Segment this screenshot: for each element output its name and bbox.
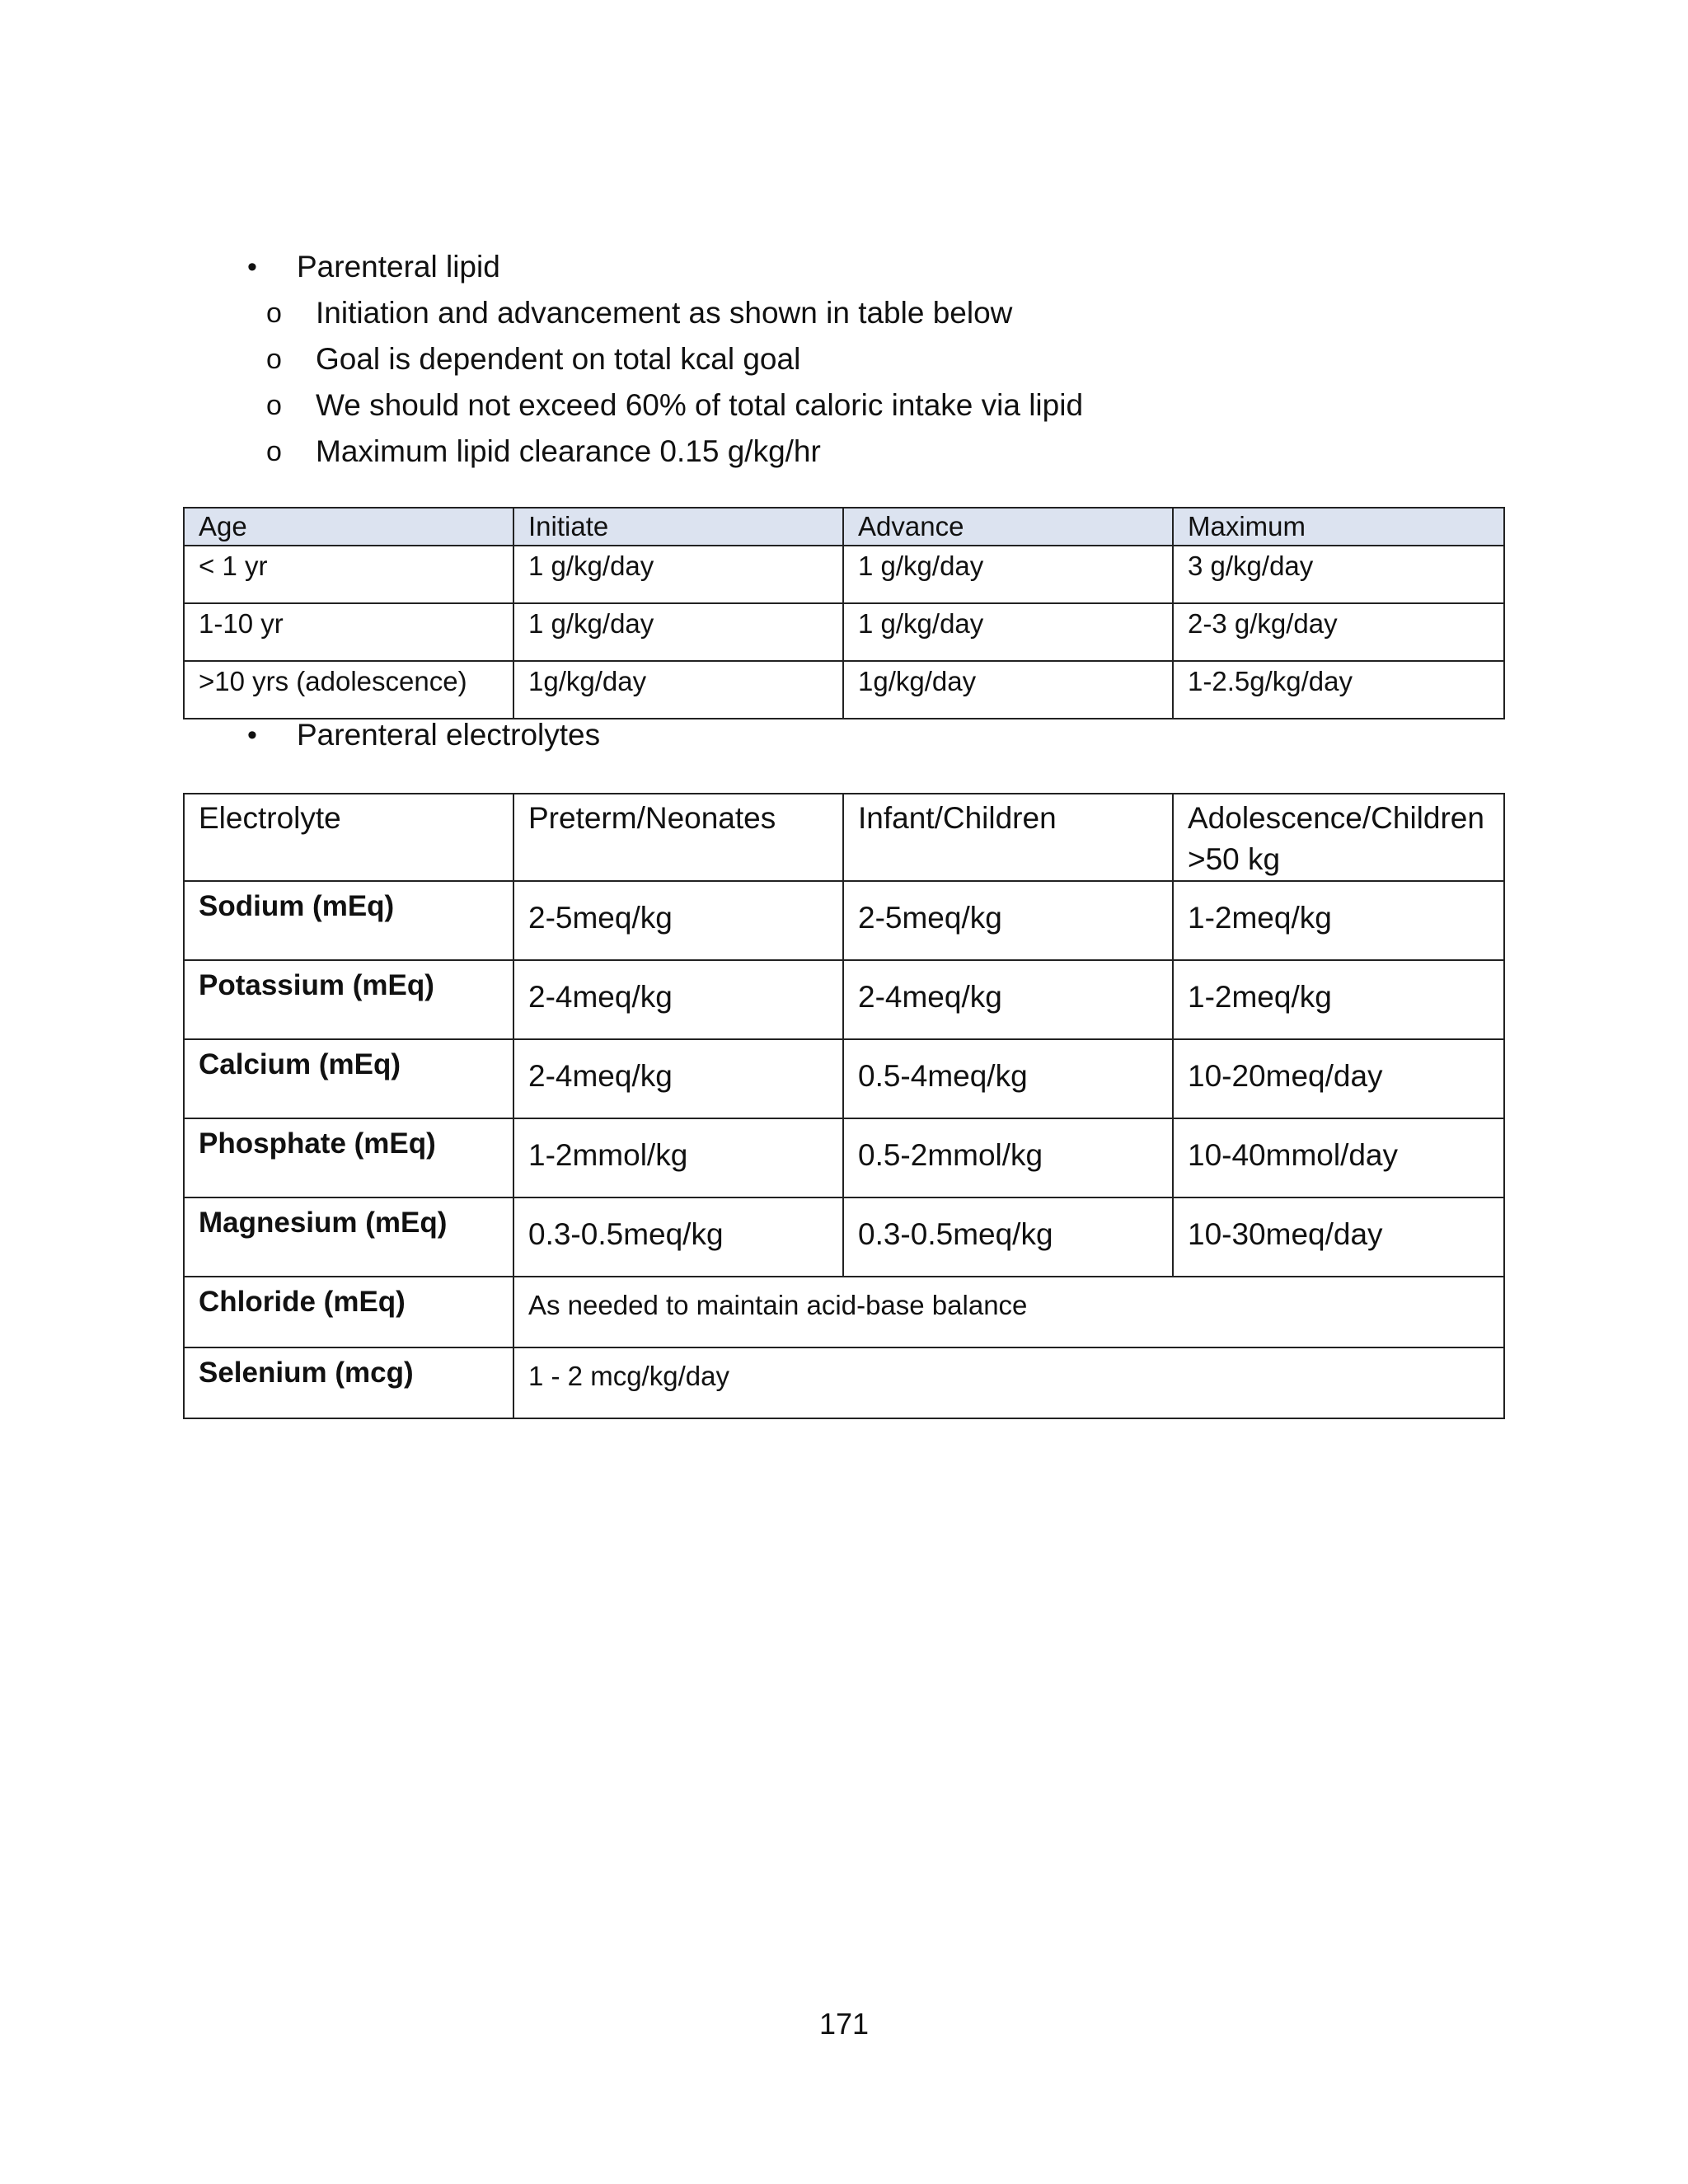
table-row <box>184 1277 1504 1347</box>
sub-bullet-marker: o <box>266 344 282 375</box>
table-cell: 1-2.5g/kg/day <box>1173 661 1504 719</box>
sub-bullet-text: Maximum lipid clearance 0.15 g/kg/hr <box>316 434 821 468</box>
row-label: Selenium (mcg) <box>184 1347 513 1418</box>
bullet-text: Parenteral electrolytes <box>297 718 601 752</box>
table-cell: 10-40mmol/day <box>1173 1118 1504 1197</box>
sub-bullet-text: Initiation and advancement as shown in table below <box>316 296 1013 330</box>
table-cell: 1-2mmol/kg <box>513 1118 843 1197</box>
table-cell: As needed to maintain acid-base balance <box>513 1277 1504 1347</box>
column-header-age: Age <box>184 508 513 546</box>
column-header-adolescence-children: Adolescence/Children >50 kg <box>1173 794 1504 881</box>
sub-bullet-text: We should not exceed 60% of total caloric intake via lipid <box>316 388 1084 422</box>
row-label: Calcium (mEq) <box>184 1039 513 1118</box>
table-cell: 1 g/kg/day <box>843 546 1173 603</box>
row-label: Magnesium (mEq) <box>184 1197 513 1277</box>
column-header-preterm-neonates: Preterm/Neonates <box>513 794 843 881</box>
bullet-marker: • <box>247 719 257 751</box>
table-cell: 1g/kg/day <box>843 661 1173 719</box>
row-label: Sodium (mEq) <box>184 881 513 960</box>
table-row <box>184 1039 1504 1118</box>
table-cell: 10-20meq/day <box>1173 1039 1504 1118</box>
table-cell: 3 g/kg/day <box>1173 546 1504 603</box>
table-cell: 2-3 g/kg/day <box>1173 603 1504 661</box>
table-cell: 1 g/kg/day <box>513 546 843 603</box>
column-header-electrolyte: Electrolyte <box>184 794 513 881</box>
table-row <box>184 1197 1504 1277</box>
column-header-infant-children: Infant/Children <box>843 794 1173 881</box>
table-cell: 10-30meq/day <box>1173 1197 1504 1277</box>
table-cell: 0.5-4meq/kg <box>843 1039 1173 1118</box>
page-number: 171 <box>818 2007 870 2041</box>
table-cell: 1-2meq/kg <box>1173 960 1504 1039</box>
table-header-row <box>184 794 1504 881</box>
column-header-initiate: Initiate <box>513 508 843 546</box>
table-cell: 0.5-2mmol/kg <box>843 1118 1173 1197</box>
table-cell: 1-10 yr <box>184 603 513 661</box>
bullet-text: Parenteral lipid <box>297 250 500 284</box>
table-row <box>184 1347 1504 1418</box>
table-cell: 2-4meq/kg <box>513 1039 843 1118</box>
table-header-row <box>184 508 1504 546</box>
table-row <box>184 881 1504 960</box>
column-header-advance: Advance <box>843 508 1173 546</box>
table-row <box>184 960 1504 1039</box>
sub-bullet-text: Goal is dependent on total kcal goal <box>316 342 801 376</box>
table-cell: 1-2meq/kg <box>1173 881 1504 960</box>
table-row <box>184 603 1504 661</box>
table-cell: 2-5meq/kg <box>513 881 843 960</box>
table-cell: 0.3-0.5meq/kg <box>843 1197 1173 1277</box>
table-cell: 1g/kg/day <box>513 661 843 719</box>
sub-bullet-marker: o <box>266 436 282 467</box>
table-cell: 0.3-0.5meq/kg <box>513 1197 843 1277</box>
lipid-dosing-table <box>183 507 1505 719</box>
row-label: Phosphate (mEq) <box>184 1118 513 1197</box>
table-row <box>184 1118 1504 1197</box>
table-row <box>184 546 1504 603</box>
table-cell: < 1 yr <box>184 546 513 603</box>
table-cell: 2-4meq/kg <box>513 960 843 1039</box>
table-cell: 1 - 2 mcg/kg/day <box>513 1347 1504 1418</box>
table-row <box>184 661 1504 719</box>
bullet-marker: • <box>247 251 257 283</box>
row-label: Potassium (mEq) <box>184 960 513 1039</box>
table-cell: 1 g/kg/day <box>843 603 1173 661</box>
table-cell: 2-4meq/kg <box>843 960 1173 1039</box>
table-cell: 1 g/kg/day <box>513 603 843 661</box>
sub-bullet-marker: o <box>266 298 282 329</box>
row-label: Chloride (mEq) <box>184 1277 513 1347</box>
sub-bullet-marker: o <box>266 390 282 421</box>
table-cell: >10 yrs (adolescence) <box>184 661 513 719</box>
column-header-maximum: Maximum <box>1173 508 1504 546</box>
electrolyte-table <box>183 793 1505 1419</box>
table-cell: 2-5meq/kg <box>843 881 1173 960</box>
